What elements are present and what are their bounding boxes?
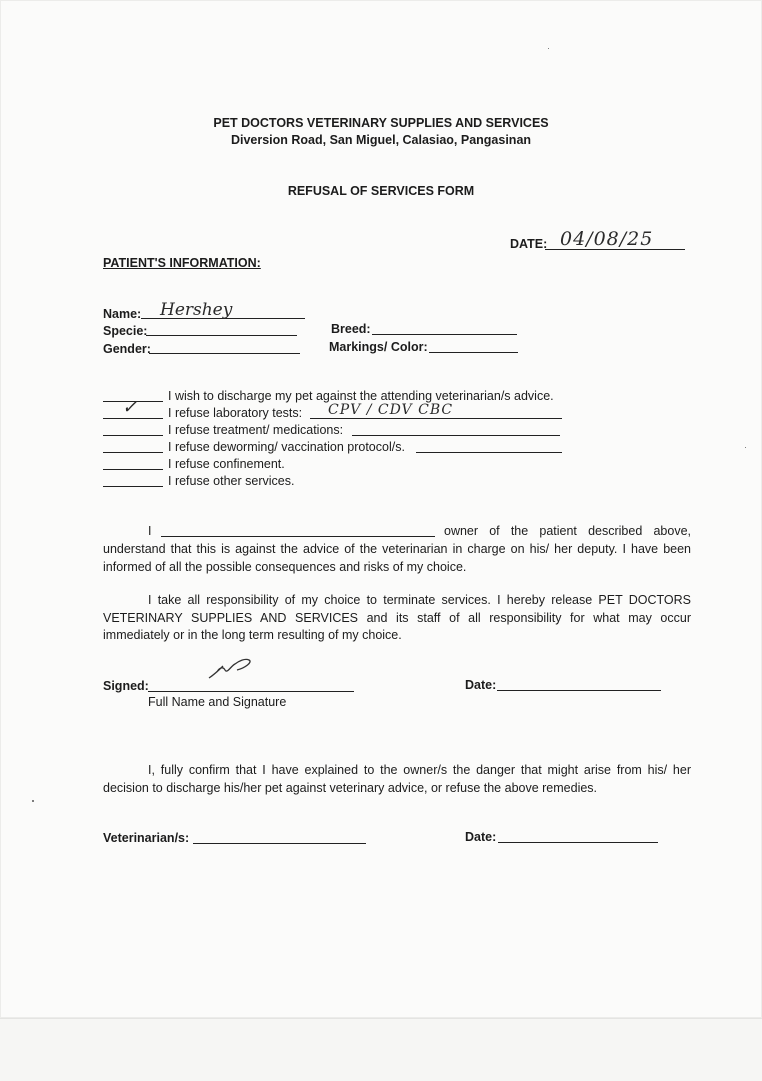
option-other: I refuse other services.	[168, 474, 295, 488]
specie-label: Specie:	[103, 324, 148, 338]
statement-owner-text: owner of the patient described above,	[444, 524, 691, 538]
deworming-field[interactable]	[416, 452, 562, 453]
checkmark-icon: ✓	[122, 397, 138, 418]
name-label: Name:	[103, 307, 142, 321]
option-line-lab-tests[interactable]	[103, 418, 163, 419]
markings-label: Markings/ Color:	[329, 340, 428, 354]
company-address: Diversion Road, San Miguel, Calasiao, Pangasinan	[230, 133, 532, 147]
veterinarian-field[interactable]	[193, 843, 366, 844]
option-treatment: I refuse treatment/ medications:	[168, 423, 344, 437]
date-label: DATE:	[510, 237, 548, 251]
option-confinement: I refuse confinement.	[168, 457, 285, 471]
gender-label: Gender:	[103, 342, 151, 356]
lab-tests-field[interactable]	[310, 418, 562, 419]
gender-field[interactable]	[149, 353, 300, 354]
company-name: PET DOCTORS VETERINARY SUPPLIES AND SERVICES	[213, 116, 549, 130]
breed-label: Breed:	[331, 322, 371, 336]
treatment-field[interactable]	[352, 435, 560, 436]
confirmation-paragraph: I, fully confirm that I have explained to the owner/s the danger that might arise from his/ her decision to discharge his/her pet against veterinary advice, or refuse the above remedies.	[103, 763, 691, 795]
option-deworming: I refuse deworming/ vaccination protocol/s.	[168, 440, 405, 454]
statement-i: I	[148, 524, 152, 538]
option-line-other[interactable]	[103, 486, 163, 487]
signed-date-field[interactable]	[497, 690, 661, 691]
date-value[interactable]: 04/08/25	[560, 228, 654, 250]
markings-field[interactable]	[429, 352, 518, 353]
veterinarian-label: Veterinarian/s:	[103, 831, 190, 845]
veterinarian-date-field[interactable]	[498, 842, 658, 843]
scan-speck	[32, 800, 34, 802]
option-line-treatment[interactable]	[103, 435, 163, 436]
statement-paragraph-1: understand that this is against the advice of the veterinarian in charge on his/ her deputy. I have been informed of all the possible consequences and risks of my choice.	[103, 542, 691, 574]
name-value[interactable]: Hershey	[160, 300, 233, 320]
signed-caption: Full Name and Signature	[148, 695, 287, 709]
option-discharge: I wish to discharge my pet against the attending veterinarian/s advice.	[168, 389, 554, 403]
signature-scribble	[205, 652, 259, 684]
form-title: REFUSAL OF SERVICES FORM	[287, 184, 475, 198]
specie-field[interactable]	[146, 335, 297, 336]
option-lab-tests: I refuse laboratory tests:	[168, 406, 303, 420]
scan-margin	[0, 1018, 762, 1081]
scan-speck	[745, 447, 746, 448]
signed-date-label: Date:	[465, 678, 497, 692]
statement-paragraph-2: I take all responsibility of my choice to terminate services. I hereby release PET DOCTORS VETERINARY SUPPLIES AND SERVICES and its staff of all responsibility for what may occur immediately or in the long term resulting of my choice.	[103, 593, 691, 642]
patient-info-heading: PATIENT'S INFORMATION:	[103, 256, 261, 270]
owner-name-field[interactable]	[161, 536, 435, 537]
option-line-deworming[interactable]	[103, 452, 163, 453]
signed-label: Signed:	[103, 679, 149, 693]
signature-line[interactable]	[148, 691, 354, 692]
lab-tests-value: CPV / CDV CBC	[328, 402, 454, 418]
option-line-confinement[interactable]	[103, 469, 163, 470]
veterinarian-date-label: Date:	[465, 830, 497, 844]
scan-speck	[548, 48, 549, 49]
breed-field[interactable]	[372, 334, 517, 335]
